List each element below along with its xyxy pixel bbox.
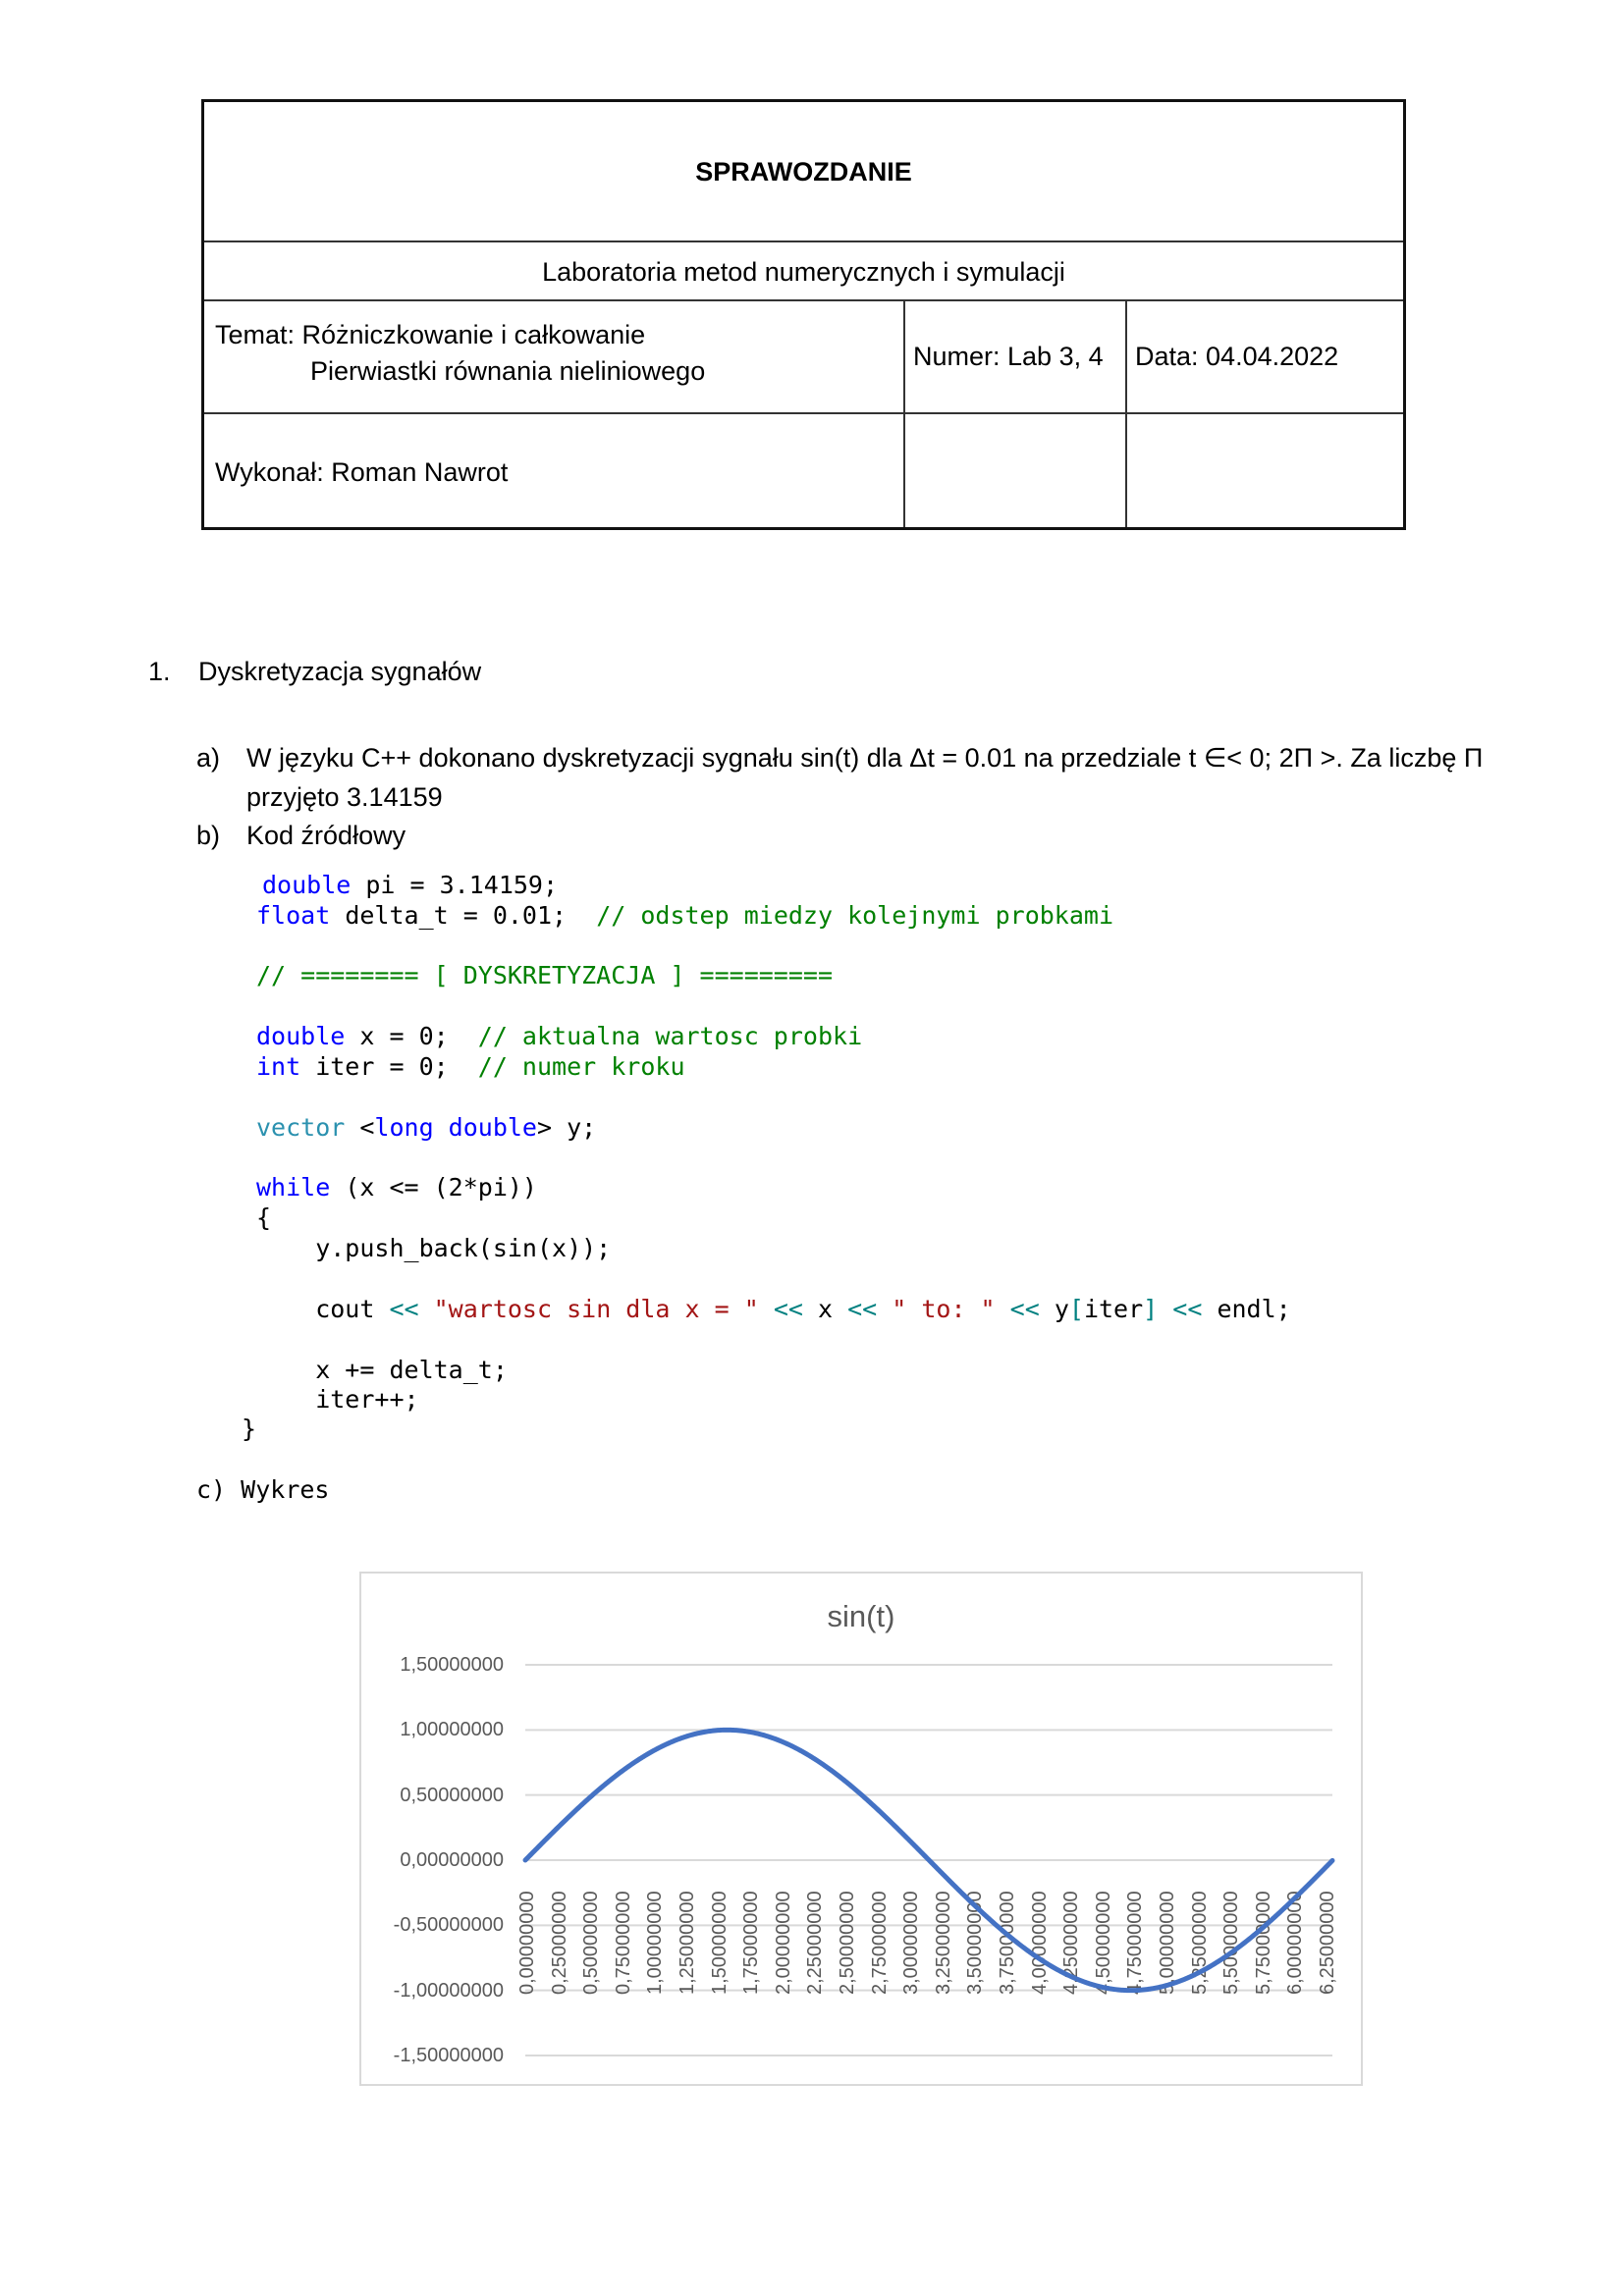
- code-text: delta_t = 0.01;: [330, 901, 597, 930]
- x-tick-label: 3,25000000: [932, 1891, 954, 1995]
- topic-label: Temat: Różniczkowanie i całkowanie: [215, 320, 646, 349]
- y-tick-label: 0,50000000: [400, 1784, 504, 1806]
- row-divider: [204, 412, 1403, 414]
- sine-series-line: [525, 1730, 1332, 1990]
- col-divider: [1125, 300, 1127, 527]
- code-comment: // ======== [ DYSKRETYZACJA ] =========: [256, 961, 833, 989]
- x-tick-label: 5,75000000: [1252, 1891, 1274, 1995]
- y-tick-label: 1,00000000: [400, 1719, 504, 1741]
- x-tick-label: 1,25000000: [677, 1891, 698, 1995]
- topic-line2: Pierwiastki równania nieliniowego: [310, 356, 706, 386]
- x-tick-label: 6,00000000: [1284, 1891, 1307, 1995]
- course-name: Laboratoria metod numerycznych i symulacji: [542, 257, 1065, 287]
- code-line: [262, 873, 558, 897]
- y-tick-label: 1,50000000: [400, 1654, 504, 1676]
- item-a-text: W języku C++ dokonano dyskretyzacji sygnału sin(t) dla Δt = 0.01 na przedziale t ∈< 0; 2Π >. Za liczbę Π: [246, 743, 1484, 773]
- code-comment: // aktualna wartosc probki: [477, 1022, 863, 1050]
- header-table: [201, 99, 1406, 530]
- x-tick-label: 2,75000000: [868, 1891, 891, 1995]
- x-tick-label: 4,50000000: [1092, 1891, 1114, 1995]
- x-tick-label: 0,75000000: [612, 1891, 634, 1995]
- row-divider: [204, 240, 1403, 242]
- item-b-marker: b): [196, 821, 221, 850]
- code-text: x += delta_t;: [256, 1356, 508, 1384]
- code-text: iter++;: [256, 1385, 419, 1414]
- x-tick-label: 6,25000000: [1317, 1891, 1338, 1995]
- code-keyword: double: [256, 1022, 346, 1050]
- code-type: vector: [256, 1113, 346, 1142]
- code-text: (x <= (2*pi)): [330, 1173, 537, 1201]
- code-line: [256, 903, 1113, 928]
- code-line: [256, 1175, 537, 1200]
- report-date: Data: 04.04.2022: [1135, 342, 1339, 371]
- code-operator: <<: [773, 1295, 803, 1323]
- section-title: Dyskretyzacja sygnałów: [198, 657, 482, 686]
- code-text: <: [345, 1113, 375, 1142]
- x-tick-label: 0,50000000: [580, 1891, 603, 1995]
- x-tick-label: 4,00000000: [1028, 1891, 1051, 1995]
- x-tick-label: 3,00000000: [900, 1891, 923, 1995]
- code-bracket: ]: [1143, 1295, 1159, 1323]
- report-title: SPRAWOZDANIE: [695, 157, 912, 187]
- x-tick-label: 1,50000000: [708, 1891, 731, 1995]
- x-tick-label: 2,50000000: [837, 1891, 858, 1995]
- code-operator: <<: [847, 1295, 878, 1323]
- item-c-marker-text: c): [196, 1475, 227, 1504]
- code-line: [256, 1054, 685, 1079]
- code-text: iter: [1083, 1295, 1144, 1323]
- code-operator: <<: [1172, 1295, 1203, 1323]
- code-text: cout: [256, 1295, 390, 1323]
- x-tick-label: 2,00000000: [772, 1891, 794, 1995]
- code-line: [256, 1297, 1291, 1321]
- code-line: [256, 1236, 611, 1260]
- x-tick-label: 1,75000000: [740, 1891, 763, 1995]
- code-line: [256, 1358, 508, 1382]
- chart-title: sin(t): [827, 1599, 895, 1633]
- code-keyword: while: [256, 1173, 331, 1201]
- item-a-marker: a): [196, 743, 221, 773]
- x-tick-label: 0,25000000: [548, 1891, 570, 1995]
- code-text: x = 0;: [345, 1022, 478, 1050]
- author: Wykonał: Roman Nawrot: [215, 457, 509, 487]
- col-divider: [903, 300, 905, 527]
- x-tick-label: 1,00000000: [644, 1891, 667, 1995]
- item-b-text: Kod źródłowy: [246, 821, 406, 850]
- code-text: }: [242, 1415, 257, 1443]
- code-keyword: double: [262, 871, 352, 899]
- code-operator: <<: [389, 1295, 419, 1323]
- lab-number: Numer: Lab 3, 4: [913, 342, 1104, 371]
- code-text: iter = 0;: [300, 1052, 478, 1081]
- x-tick-label: 3,50000000: [964, 1891, 987, 1995]
- x-tick-label: 5,00000000: [1157, 1891, 1178, 1995]
- code-text: endl;: [1202, 1295, 1291, 1323]
- code-line: [242, 1416, 256, 1441]
- code-line: [256, 963, 833, 988]
- item-c-text: Wykres: [241, 1475, 330, 1504]
- code-line: [256, 1024, 862, 1048]
- item-a-text-cont: przyjęto 3.14159: [246, 782, 443, 812]
- code-text: y: [1039, 1295, 1069, 1323]
- code-line: [256, 1205, 271, 1230]
- code-text: x: [802, 1295, 848, 1323]
- series-layer: [361, 1574, 1361, 2084]
- code-comment: // odstep miedzy kolejnymi probkami: [596, 901, 1113, 930]
- y-tick-label: 0,00000000: [400, 1849, 504, 1871]
- x-tick-label: 3,75000000: [997, 1891, 1018, 1995]
- row-divider: [204, 299, 1403, 301]
- x-tick-label: 0,00000000: [516, 1891, 538, 1995]
- code-keyword: float: [256, 901, 331, 930]
- code-keyword: long double: [374, 1113, 537, 1142]
- code-text: y.push_back(sin(x));: [256, 1234, 612, 1262]
- code-text: {: [256, 1203, 272, 1232]
- x-tick-label: 5,25000000: [1188, 1891, 1211, 1995]
- y-tick-label: -1,00000000: [393, 1979, 504, 2002]
- y-tick-label: -0,50000000: [393, 1914, 504, 1937]
- code-text: [1158, 1295, 1172, 1323]
- code-operator: <<: [1009, 1295, 1040, 1323]
- code-bracket: [: [1068, 1295, 1084, 1323]
- x-tick-label: 4,25000000: [1060, 1891, 1083, 1995]
- y-tick-label: -1,50000000: [393, 2045, 504, 2066]
- section-number: 1.: [148, 657, 171, 686]
- code-text: pi = 3.14159;: [351, 871, 559, 899]
- code-text: > y;: [537, 1113, 597, 1142]
- code-line: [256, 1387, 419, 1412]
- item-c-marker: [196, 1477, 329, 1502]
- code-line: [256, 1115, 596, 1140]
- code-keyword: int: [256, 1052, 301, 1081]
- code-comment: // numer kroku: [477, 1052, 685, 1081]
- x-tick-label: 4,75000000: [1124, 1891, 1147, 1995]
- sine-chart: [359, 1572, 1363, 2086]
- code-string: "wartosc sin dla x = ": [418, 1295, 774, 1323]
- code-string: " to: ": [877, 1295, 1010, 1323]
- x-tick-label: 5,50000000: [1220, 1891, 1243, 1995]
- x-tick-label: 2,25000000: [804, 1891, 827, 1995]
